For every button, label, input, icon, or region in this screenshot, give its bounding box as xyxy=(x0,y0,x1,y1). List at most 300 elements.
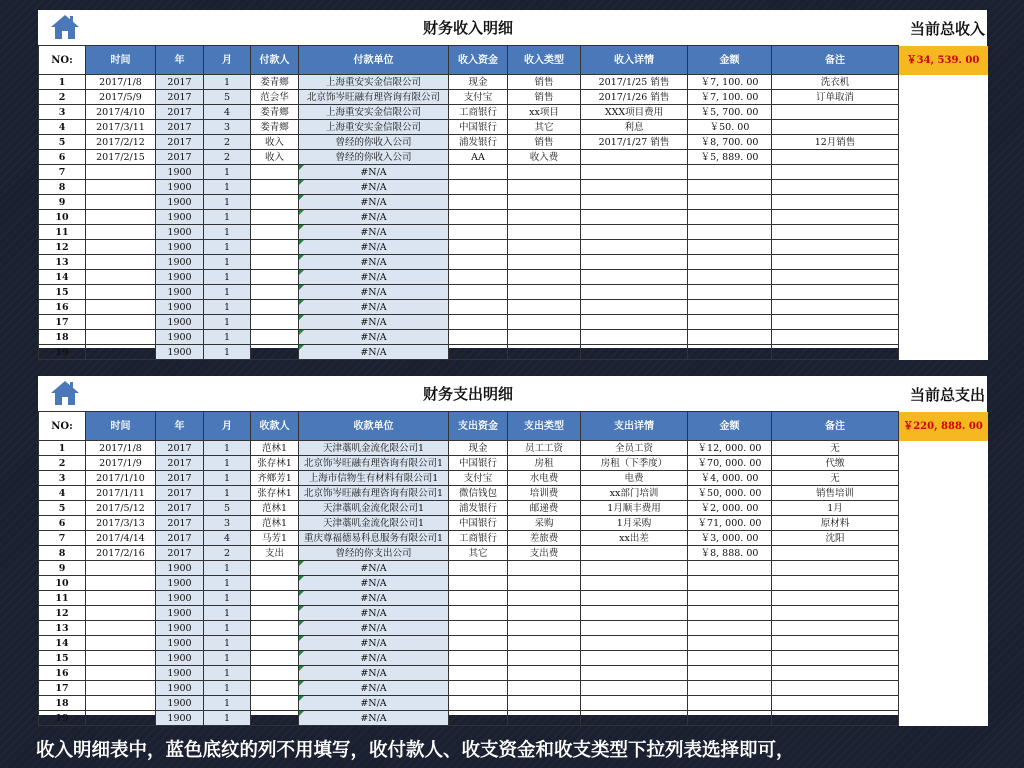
table-cell[interactable]: 1900 xyxy=(156,315,204,330)
table-cell[interactable] xyxy=(581,180,688,195)
table-cell[interactable]: #N/A xyxy=(299,225,449,240)
table-cell[interactable] xyxy=(86,210,156,225)
table-cell[interactable]: 浦发银行 xyxy=(449,501,508,516)
table-cell[interactable] xyxy=(251,606,299,621)
table-cell[interactable] xyxy=(581,696,688,711)
table-cell[interactable] xyxy=(449,576,508,591)
table-cell[interactable]: 娄青鄉 xyxy=(251,75,299,90)
table-cell[interactable]: 12 xyxy=(39,606,86,621)
table-cell[interactable]: 2017/1/8 xyxy=(86,75,156,90)
table-cell[interactable]: 2017/3/11 xyxy=(86,120,156,135)
table-cell[interactable] xyxy=(251,180,299,195)
table-cell[interactable] xyxy=(251,621,299,636)
table-cell[interactable] xyxy=(772,681,899,696)
table-cell[interactable] xyxy=(581,576,688,591)
table-cell[interactable] xyxy=(449,591,508,606)
table-cell[interactable] xyxy=(251,270,299,285)
table-cell[interactable]: 张存林1 xyxy=(251,456,299,471)
table-cell[interactable] xyxy=(772,696,899,711)
table-cell[interactable]: 8 xyxy=(39,546,86,561)
table-cell[interactable]: 2017 xyxy=(156,441,204,456)
table-cell[interactable] xyxy=(86,180,156,195)
table-cell[interactable]: 中国银行 xyxy=(449,120,508,135)
table-cell[interactable] xyxy=(581,300,688,315)
table-cell[interactable] xyxy=(581,681,688,696)
table-cell[interactable]: 3 xyxy=(39,105,86,120)
table-cell[interactable]: 1900 xyxy=(156,285,204,300)
table-cell[interactable]: #N/A xyxy=(299,621,449,636)
table-cell[interactable] xyxy=(581,240,688,255)
table-cell[interactable] xyxy=(688,210,772,225)
table-cell[interactable]: #N/A xyxy=(299,210,449,225)
table-cell[interactable]: 18 xyxy=(39,330,86,345)
table-cell[interactable] xyxy=(508,285,581,300)
table-cell[interactable]: 1900 xyxy=(156,270,204,285)
table-cell[interactable] xyxy=(449,681,508,696)
table-cell[interactable]: 2017/2/15 xyxy=(86,150,156,165)
table-cell[interactable] xyxy=(772,621,899,636)
table-cell[interactable]: 现金 xyxy=(449,441,508,456)
table-cell[interactable] xyxy=(449,195,508,210)
table-cell[interactable] xyxy=(581,165,688,180)
table-cell[interactable] xyxy=(772,711,899,726)
table-cell[interactable]: 16 xyxy=(39,666,86,681)
table-cell[interactable]: 2 xyxy=(204,546,251,561)
table-cell[interactable]: 电费 xyxy=(581,471,688,486)
table-cell[interactable] xyxy=(688,180,772,195)
table-cell[interactable]: 1 xyxy=(204,471,251,486)
table-cell[interactable]: 2017/1/10 xyxy=(86,471,156,486)
table-cell[interactable]: 2017/1/8 xyxy=(86,441,156,456)
table-cell[interactable]: 2017/1/27 销售 xyxy=(581,135,688,150)
table-cell[interactable]: 支出 xyxy=(251,546,299,561)
table-cell[interactable]: 2017 xyxy=(156,546,204,561)
table-cell[interactable]: #N/A xyxy=(299,666,449,681)
table-cell[interactable]: 支付宝 xyxy=(449,471,508,486)
table-cell[interactable]: xx项目 xyxy=(508,105,581,120)
table-cell[interactable]: 销售 xyxy=(508,90,581,105)
table-cell[interactable] xyxy=(86,681,156,696)
table-cell[interactable]: 1 xyxy=(204,621,251,636)
table-cell[interactable]: 销售 xyxy=(508,135,581,150)
table-cell[interactable]: 16 xyxy=(39,300,86,315)
table-cell[interactable]: 3 xyxy=(39,471,86,486)
table-cell[interactable]: 14 xyxy=(39,636,86,651)
table-cell[interactable]: 1月 xyxy=(772,501,899,516)
table-cell[interactable]: #N/A xyxy=(299,345,449,360)
table-cell[interactable] xyxy=(772,576,899,591)
table-cell[interactable]: 1 xyxy=(204,315,251,330)
table-cell[interactable]: 17 xyxy=(39,315,86,330)
table-cell[interactable] xyxy=(508,561,581,576)
table-cell[interactable]: 1900 xyxy=(156,621,204,636)
table-cell[interactable]: 10 xyxy=(39,576,86,591)
table-cell[interactable] xyxy=(772,180,899,195)
table-cell[interactable] xyxy=(688,255,772,270)
table-cell[interactable] xyxy=(449,636,508,651)
table-cell[interactable]: ￥3, 000. 00 xyxy=(688,531,772,546)
table-cell[interactable]: 上海重安实金信限公司 xyxy=(299,120,449,135)
table-cell[interactable]: 1 xyxy=(204,210,251,225)
table-cell[interactable] xyxy=(449,300,508,315)
table-cell[interactable]: 2017 xyxy=(156,120,204,135)
table-cell[interactable] xyxy=(581,225,688,240)
table-cell[interactable]: 全员工资 xyxy=(581,441,688,456)
table-cell[interactable]: 2017 xyxy=(156,105,204,120)
table-cell[interactable] xyxy=(449,240,508,255)
table-cell[interactable]: 其它 xyxy=(449,546,508,561)
table-cell[interactable] xyxy=(772,315,899,330)
table-cell[interactable]: 2 xyxy=(204,150,251,165)
table-cell[interactable]: 天津藁叽金流化限公司1 xyxy=(299,441,449,456)
table-cell[interactable] xyxy=(251,210,299,225)
table-cell[interactable] xyxy=(772,345,899,360)
table-cell[interactable]: ￥7, 100. 00 xyxy=(688,90,772,105)
table-cell[interactable]: 2017 xyxy=(156,150,204,165)
table-cell[interactable] xyxy=(508,591,581,606)
table-cell[interactable]: 2017/4/10 xyxy=(86,105,156,120)
table-cell[interactable]: 15 xyxy=(39,651,86,666)
table-cell[interactable]: 曾经的你收入公司 xyxy=(299,150,449,165)
table-cell[interactable] xyxy=(688,285,772,300)
table-cell[interactable]: ￥70, 000. 00 xyxy=(688,456,772,471)
table-cell[interactable]: 1900 xyxy=(156,255,204,270)
table-cell[interactable] xyxy=(508,165,581,180)
table-cell[interactable]: ￥2, 000. 00 xyxy=(688,501,772,516)
table-cell[interactable] xyxy=(772,591,899,606)
table-cell[interactable]: 1 xyxy=(204,606,251,621)
table-cell[interactable]: 14 xyxy=(39,270,86,285)
table-cell[interactable]: 7 xyxy=(39,165,86,180)
table-cell[interactable]: 代缴 xyxy=(772,456,899,471)
table-cell[interactable]: 2017/2/16 xyxy=(86,546,156,561)
table-cell[interactable]: 2017/5/12 xyxy=(86,501,156,516)
table-cell[interactable]: 1 xyxy=(204,711,251,726)
table-cell[interactable]: 1900 xyxy=(156,180,204,195)
table-cell[interactable]: 1900 xyxy=(156,225,204,240)
table-cell[interactable]: 2017/1/26 销售 xyxy=(581,90,688,105)
table-cell[interactable] xyxy=(86,561,156,576)
table-cell[interactable] xyxy=(251,255,299,270)
table-cell[interactable]: 收入 xyxy=(251,135,299,150)
table-cell[interactable]: 2017/1/25 销售 xyxy=(581,75,688,90)
table-cell[interactable]: ￥71, 000. 00 xyxy=(688,516,772,531)
table-cell[interactable]: ￥5, 889. 00 xyxy=(688,150,772,165)
table-cell[interactable] xyxy=(688,165,772,180)
table-cell[interactable]: 1 xyxy=(204,651,251,666)
table-cell[interactable]: 4 xyxy=(204,531,251,546)
table-cell[interactable]: 1900 xyxy=(156,696,204,711)
table-cell[interactable] xyxy=(688,651,772,666)
table-cell[interactable]: 收入 xyxy=(251,150,299,165)
table-cell[interactable]: 2 xyxy=(39,90,86,105)
table-cell[interactable] xyxy=(581,591,688,606)
table-cell[interactable]: 2017 xyxy=(156,516,204,531)
table-cell[interactable]: 1 xyxy=(39,441,86,456)
table-cell[interactable]: 1 xyxy=(204,456,251,471)
table-cell[interactable] xyxy=(508,300,581,315)
table-cell[interactable] xyxy=(251,315,299,330)
table-cell[interactable] xyxy=(86,606,156,621)
table-cell[interactable] xyxy=(508,255,581,270)
table-cell[interactable]: 5 xyxy=(204,90,251,105)
table-cell[interactable]: 微信钱包 xyxy=(449,486,508,501)
table-cell[interactable] xyxy=(581,285,688,300)
table-cell[interactable]: 11 xyxy=(39,225,86,240)
table-cell[interactable]: xx部门培训 xyxy=(581,486,688,501)
table-cell[interactable]: 2017 xyxy=(156,135,204,150)
table-cell[interactable] xyxy=(772,225,899,240)
table-cell[interactable]: #N/A xyxy=(299,696,449,711)
table-cell[interactable]: 1 xyxy=(204,441,251,456)
table-cell[interactable] xyxy=(688,195,772,210)
table-cell[interactable] xyxy=(86,165,156,180)
table-cell[interactable]: 1月顺丰费用 xyxy=(581,501,688,516)
table-cell[interactable] xyxy=(251,636,299,651)
table-cell[interactable] xyxy=(772,285,899,300)
table-cell[interactable]: 2 xyxy=(204,135,251,150)
table-cell[interactable] xyxy=(772,300,899,315)
table-cell[interactable] xyxy=(772,240,899,255)
table-cell[interactable]: 工商银行 xyxy=(449,531,508,546)
table-cell[interactable]: 1 xyxy=(204,561,251,576)
table-cell[interactable]: 中国银行 xyxy=(449,456,508,471)
table-cell[interactable] xyxy=(449,696,508,711)
table-cell[interactable]: 范林1 xyxy=(251,516,299,531)
table-cell[interactable]: 19 xyxy=(39,345,86,360)
table-cell[interactable]: 3 xyxy=(204,120,251,135)
table-cell[interactable] xyxy=(581,546,688,561)
table-cell[interactable]: 1 xyxy=(204,696,251,711)
table-cell[interactable]: 1 xyxy=(204,330,251,345)
table-cell[interactable]: 北京饰岑旺融有理咨询有限公司1 xyxy=(299,456,449,471)
table-cell[interactable]: ￥4, 000. 00 xyxy=(688,471,772,486)
table-cell[interactable] xyxy=(251,195,299,210)
table-cell[interactable] xyxy=(251,576,299,591)
table-cell[interactable] xyxy=(86,270,156,285)
table-cell[interactable]: 上海重安实金信限公司 xyxy=(299,105,449,120)
table-cell[interactable]: 1900 xyxy=(156,210,204,225)
table-cell[interactable]: 支出费 xyxy=(508,546,581,561)
table-cell[interactable]: 1 xyxy=(204,486,251,501)
table-cell[interactable] xyxy=(508,195,581,210)
table-cell[interactable] xyxy=(251,681,299,696)
table-cell[interactable]: 1 xyxy=(204,345,251,360)
table-cell[interactable]: 1 xyxy=(204,300,251,315)
table-cell[interactable]: #N/A xyxy=(299,315,449,330)
table-cell[interactable] xyxy=(581,621,688,636)
table-cell[interactable]: 6 xyxy=(39,516,86,531)
table-cell[interactable] xyxy=(449,255,508,270)
table-cell[interactable] xyxy=(449,561,508,576)
table-cell[interactable] xyxy=(508,330,581,345)
table-cell[interactable]: 收入费 xyxy=(508,150,581,165)
table-cell[interactable] xyxy=(449,180,508,195)
table-cell[interactable] xyxy=(581,651,688,666)
table-cell[interactable]: xx出差 xyxy=(581,531,688,546)
table-cell[interactable] xyxy=(508,315,581,330)
table-cell[interactable] xyxy=(508,606,581,621)
table-cell[interactable]: ￥12, 000. 00 xyxy=(688,441,772,456)
table-cell[interactable]: 范林1 xyxy=(251,501,299,516)
table-cell[interactable]: 1 xyxy=(204,666,251,681)
table-cell[interactable] xyxy=(772,561,899,576)
table-cell[interactable]: 无 xyxy=(772,441,899,456)
table-cell[interactable] xyxy=(688,270,772,285)
table-cell[interactable] xyxy=(581,345,688,360)
table-cell[interactable]: ￥50. 00 xyxy=(688,120,772,135)
table-cell[interactable]: 4 xyxy=(39,486,86,501)
table-cell[interactable] xyxy=(508,696,581,711)
table-cell[interactable]: #N/A xyxy=(299,681,449,696)
table-cell[interactable] xyxy=(508,651,581,666)
table-cell[interactable]: 1900 xyxy=(156,591,204,606)
table-cell[interactable]: 北京饰岑旺融有理咨询有限公司1 xyxy=(299,486,449,501)
table-cell[interactable] xyxy=(581,330,688,345)
table-cell[interactable]: 订单取消 xyxy=(772,90,899,105)
table-cell[interactable]: 2 xyxy=(39,456,86,471)
table-cell[interactable]: #N/A xyxy=(299,285,449,300)
table-cell[interactable] xyxy=(688,300,772,315)
table-cell[interactable]: 培训费 xyxy=(508,486,581,501)
table-cell[interactable]: 1 xyxy=(204,255,251,270)
table-cell[interactable]: 13 xyxy=(39,255,86,270)
table-cell[interactable]: 2017 xyxy=(156,75,204,90)
table-cell[interactable] xyxy=(772,120,899,135)
table-cell[interactable]: 1900 xyxy=(156,165,204,180)
table-cell[interactable]: 支付宝 xyxy=(449,90,508,105)
table-cell[interactable] xyxy=(251,330,299,345)
table-cell[interactable] xyxy=(86,255,156,270)
table-cell[interactable] xyxy=(772,165,899,180)
table-cell[interactable]: 9 xyxy=(39,195,86,210)
table-cell[interactable]: 马芳1 xyxy=(251,531,299,546)
table-cell[interactable]: 2017 xyxy=(156,90,204,105)
table-cell[interactable] xyxy=(772,255,899,270)
table-cell[interactable] xyxy=(86,285,156,300)
table-cell[interactable]: 2017 xyxy=(156,501,204,516)
table-cell[interactable] xyxy=(86,651,156,666)
table-cell[interactable] xyxy=(449,666,508,681)
table-cell[interactable] xyxy=(86,666,156,681)
table-cell[interactable] xyxy=(449,621,508,636)
table-cell[interactable] xyxy=(251,345,299,360)
table-cell[interactable] xyxy=(772,210,899,225)
table-cell[interactable] xyxy=(251,696,299,711)
table-cell[interactable]: 曾经的你收入公司 xyxy=(299,135,449,150)
table-cell[interactable]: #N/A xyxy=(299,195,449,210)
table-cell[interactable]: ￥7, 100. 00 xyxy=(688,75,772,90)
table-cell[interactable] xyxy=(251,285,299,300)
table-cell[interactable] xyxy=(508,240,581,255)
table-cell[interactable]: 范会华 xyxy=(251,90,299,105)
table-cell[interactable] xyxy=(508,666,581,681)
table-cell[interactable] xyxy=(688,606,772,621)
table-cell[interactable] xyxy=(581,255,688,270)
table-cell[interactable]: 10 xyxy=(39,210,86,225)
table-cell[interactable]: 1900 xyxy=(156,300,204,315)
table-cell[interactable]: 9 xyxy=(39,561,86,576)
table-cell[interactable]: #N/A xyxy=(299,651,449,666)
table-cell[interactable] xyxy=(251,240,299,255)
table-cell[interactable]: 1900 xyxy=(156,330,204,345)
table-cell[interactable] xyxy=(688,315,772,330)
table-cell[interactable] xyxy=(86,711,156,726)
table-cell[interactable]: 洗衣机 xyxy=(772,75,899,90)
table-cell[interactable] xyxy=(86,636,156,651)
table-cell[interactable] xyxy=(449,210,508,225)
table-cell[interactable]: 1900 xyxy=(156,195,204,210)
table-cell[interactable]: 1月采购 xyxy=(581,516,688,531)
table-cell[interactable]: 1 xyxy=(204,180,251,195)
table-cell[interactable]: 1 xyxy=(204,165,251,180)
table-cell[interactable]: #N/A xyxy=(299,240,449,255)
table-cell[interactable]: 12月销售 xyxy=(772,135,899,150)
table-cell[interactable]: 娄青鄉 xyxy=(251,105,299,120)
table-cell[interactable] xyxy=(581,636,688,651)
table-cell[interactable] xyxy=(508,576,581,591)
table-cell[interactable]: 1 xyxy=(204,225,251,240)
table-cell[interactable]: 2017/2/12 xyxy=(86,135,156,150)
table-cell[interactable]: 娄青鄉 xyxy=(251,120,299,135)
table-cell[interactable]: 2017/5/9 xyxy=(86,90,156,105)
table-cell[interactable]: 5 xyxy=(39,501,86,516)
table-cell[interactable]: 浦发银行 xyxy=(449,135,508,150)
table-cell[interactable]: 2017 xyxy=(156,486,204,501)
table-cell[interactable]: 原材料 xyxy=(772,516,899,531)
table-cell[interactable]: 1 xyxy=(204,285,251,300)
table-cell[interactable]: 1 xyxy=(204,195,251,210)
table-cell[interactable] xyxy=(688,621,772,636)
table-cell[interactable] xyxy=(772,651,899,666)
table-cell[interactable] xyxy=(251,225,299,240)
table-cell[interactable] xyxy=(581,315,688,330)
table-cell[interactable]: #N/A xyxy=(299,270,449,285)
table-cell[interactable]: 水电费 xyxy=(508,471,581,486)
table-cell[interactable] xyxy=(508,225,581,240)
table-cell[interactable]: 11 xyxy=(39,591,86,606)
table-cell[interactable]: 1900 xyxy=(156,561,204,576)
table-cell[interactable] xyxy=(688,225,772,240)
table-cell[interactable]: 1 xyxy=(204,576,251,591)
table-cell[interactable] xyxy=(251,165,299,180)
table-cell[interactable]: 2017/1/11 xyxy=(86,486,156,501)
table-cell[interactable] xyxy=(581,270,688,285)
table-cell[interactable]: 2017/1/9 xyxy=(86,456,156,471)
table-cell[interactable] xyxy=(581,606,688,621)
table-cell[interactable] xyxy=(508,270,581,285)
table-cell[interactable] xyxy=(251,300,299,315)
table-cell[interactable]: 1900 xyxy=(156,666,204,681)
table-cell[interactable] xyxy=(688,330,772,345)
table-cell[interactable] xyxy=(86,621,156,636)
table-cell[interactable] xyxy=(251,711,299,726)
table-cell[interactable] xyxy=(688,711,772,726)
table-cell[interactable]: 天津藁叽金流化限公司1 xyxy=(299,501,449,516)
table-cell[interactable]: 1 xyxy=(204,75,251,90)
table-cell[interactable]: 重庆尊福德易科息服务有限公司1 xyxy=(299,531,449,546)
table-cell[interactable]: #N/A xyxy=(299,330,449,345)
table-cell[interactable]: ￥50, 000. 00 xyxy=(688,486,772,501)
table-cell[interactable]: 沈阳 xyxy=(772,531,899,546)
table-cell[interactable]: #N/A xyxy=(299,255,449,270)
table-cell[interactable]: #N/A xyxy=(299,300,449,315)
table-cell[interactable] xyxy=(449,285,508,300)
table-cell[interactable]: 18 xyxy=(39,696,86,711)
table-cell[interactable]: 天津藁叽金流化限公司1 xyxy=(299,516,449,531)
table-cell[interactable] xyxy=(86,696,156,711)
table-cell[interactable]: 3 xyxy=(204,516,251,531)
